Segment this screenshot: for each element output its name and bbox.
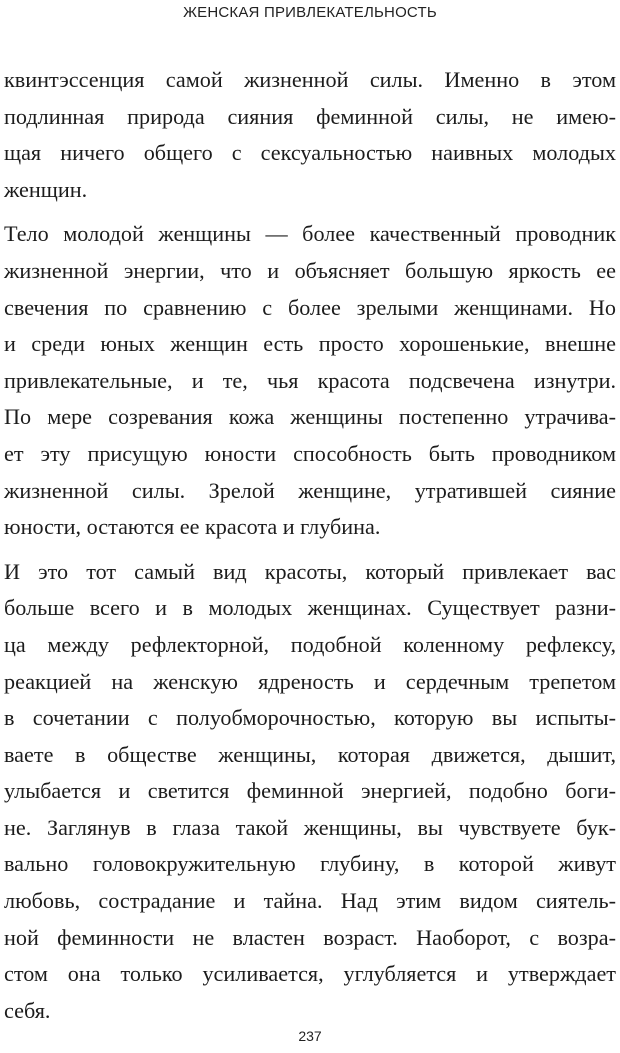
body-text <box>4 62 616 1029</box>
text-line: ца между рефлекторной, подобной коленному рефлексу, <box>4 631 616 657</box>
paragraph-gap <box>4 208 616 216</box>
text-line: привлекательные, и те, чья красота подсвечена изнутри. <box>4 367 616 393</box>
text-line: По мере созревания кожа женщины постепенно утрачива- <box>4 404 616 430</box>
text-line: и среди юных женщин есть просто хорошенькие, внешне <box>4 331 616 357</box>
text-line: реакцией на женскую ядреность и сердечным трепетом <box>4 668 616 694</box>
text-line: щая ничего общего с сексуальностью наивных молодых <box>4 140 616 166</box>
text-line: вально головокружительную глубину, в которой живут <box>4 851 616 877</box>
paragraph-gap <box>4 546 616 554</box>
page-number: 237 <box>298 1028 322 1044</box>
text-line: ной феминности не властен возраст. Наоборот, с возра- <box>4 924 616 950</box>
text-line: любовь, сострадание и тайна. Над этим видом сиятель- <box>4 888 616 914</box>
text-line: жизненной силы. Зрелой женщине, утратившей сияние <box>4 477 616 503</box>
text-line: не. Заглянув в глаза такой женщины, вы чувствуете бук- <box>4 814 616 840</box>
text-line: И это тот самый вид красоты, который привлекает вас <box>4 558 616 584</box>
text-line: стом она только усиливается, углубляется и утверждает <box>4 961 616 987</box>
paragraph-2 <box>4 216 616 545</box>
text-line: Тело молодой женщины — более качественный проводник <box>4 221 616 247</box>
text-line: квинтэссенция самой жизненной силы. Именно в этом <box>4 67 616 92</box>
paragraph-3 <box>4 554 616 1030</box>
text-line: жизненной энергии, что и объясняет большую яркость ее <box>4 257 616 283</box>
text-line: юности, остаются ее красота и глубина. <box>4 514 381 540</box>
text-line: свечения по сравнению с более зрелыми женщинами. Но <box>4 294 616 320</box>
paragraph-1 <box>4 62 616 208</box>
running-header: ЖЕНСКАЯ ПРИВЛЕКАТЕЛЬНОСТЬ <box>183 4 437 21</box>
text-line: улыбается и светится феминной энергией, подобно боги- <box>4 778 616 804</box>
text-line: подлинная природа сияния феминной силы, не имею- <box>4 103 616 129</box>
text-line: себя. <box>4 997 51 1023</box>
text-line: в сочетании с полуобморочностью, которую вы испыты- <box>4 705 616 731</box>
text-line: женщин. <box>4 176 88 202</box>
text-line: ет эту присущую юности способность быть проводником <box>4 440 616 466</box>
text-line: больше всего и в молодых женщинах. Существует разни- <box>4 595 616 621</box>
text-line: ваете в обществе женщины, которая движется, дышит, <box>4 741 616 767</box>
